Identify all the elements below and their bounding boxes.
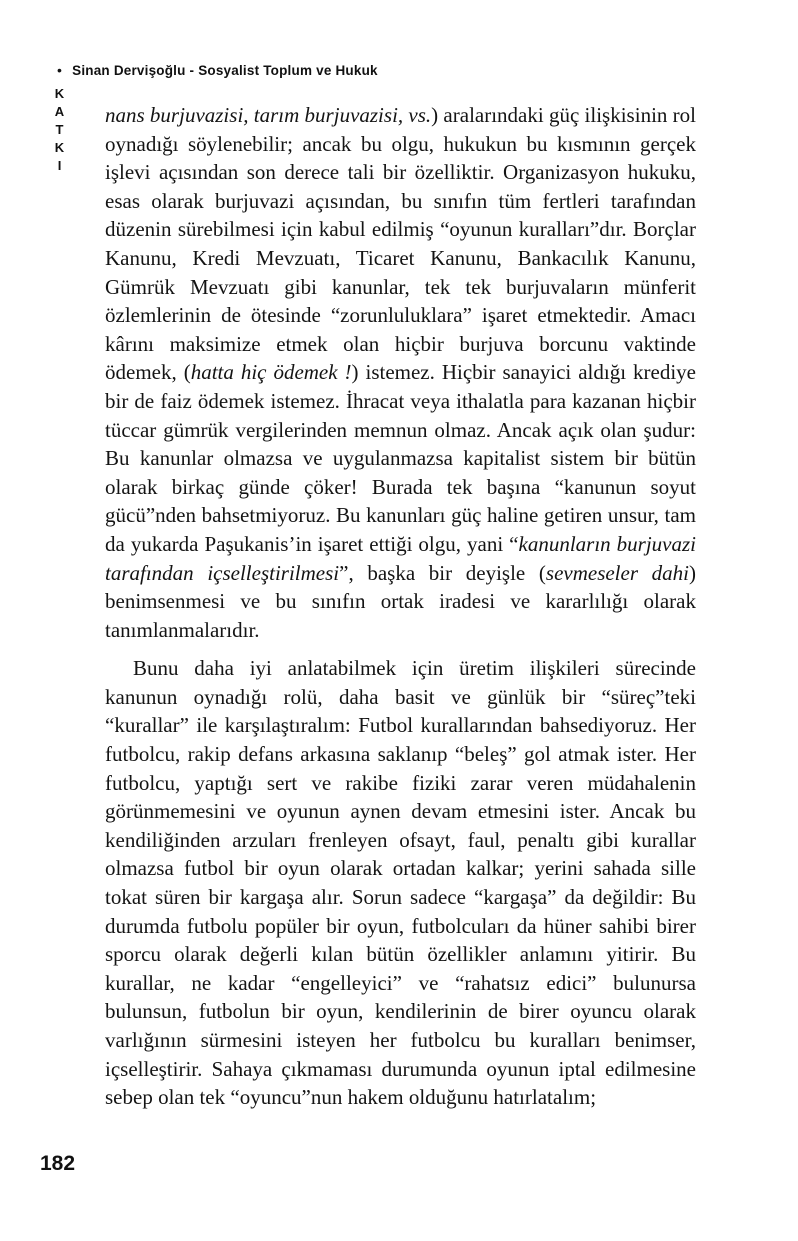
text-segment: ”, başka bir deyişle (: [339, 560, 546, 585]
text-segment: ) benimsenmesi ve bu sınıfın ortak iradesi ve kararlılığı olarak tanımlanmalarıdır.: [105, 560, 696, 642]
header-book-title: Sosyalist Toplum ve Hukuk: [198, 63, 378, 78]
page-header: [57, 62, 378, 78]
page-number: 182: [40, 1152, 76, 1175]
text-segment: Bunu daha iyi anlatabilmek için üretim ilişkileri sürecinde kanunun oynadığı rolü, daha basit ve günlük bir “süreç”teki “kurallar” ile karşılaştıralım: Futbol kurallarından bahsediyoruz. Her futbolcu, rakip defans arkasına saklanıp “beleş” gol atmak ister. Her futbolcu, yaptığı sert ve rakibe fiziki zarar veren müdahalenin görünmemesini ve oyunun aynen devam etmesini ister. Ancak bu kendiliğinden arzuları frenleyen ofsayt, faul, penaltı gibi kurallar olmazsa futbol bir oyun olarak ortadan kalkar; yerini sahada sille tokat süren bir kargaşa alır. Sorun sadece “kargaşa” da değildir: Bu durumda futbolu popüler bir oyun, futbolcuları da hüner sahibi birer sporcu olarak değerli kılan bütün özellikler anlamını yitirir. Bu kurallar, ne kadar “engelleyici” ve “rahatsız edici” bulunursa bulunsun, futbolun bir oyun, kendilerinin de birer oyuncu olarak varlığının sürmesini isteyen her futbolcu bu kuralları benimser, içselleştirir. Sahaya çıkmaması durumunda oyunun iptal edilmesine sebep olan tek “oyuncu”nun hakem olduğunu hatırlatalım;: [105, 656, 696, 1110]
paragraph: [105, 654, 696, 1112]
italic-text-segment: sevmeseler dahi: [545, 560, 689, 585]
side-label-katki: KATKI: [52, 86, 67, 176]
italic-text-segment: nans burjuvazisi, tarım burjuvazisi, vs.: [105, 103, 432, 127]
paragraph: [105, 101, 696, 644]
italic-text-segment: kanunların burjuvazi tarafından içselleştirilmesi: [105, 531, 696, 585]
text-segment: ) aralarındaki güç ilişkisinin rol oynadığı söylenebilir; ancak bu olgu, hukukun bu kısmının gerçek işlevi açısından son derece tali bir özelliktir. Organizasyon hukuku, esas olarak burjuvazi açısından, bu sınıfın tüm fertleri tarafından düzenin sürebilmesi için kabul edilmiş “oyunun kuralları”dır. Borçlar Kanunu, Kredi Mevzuatı, Ticaret Kanunu, Bankacılık Kanunu, Gümrük Mevzuatı gibi kanunlar, tek tek burjuvaların münferit özlemlerinin de ötesinde “zorunluluklara” işaret etmektedir. Amacı kârını maksimize etmek olan hiçbir burjuva borcunu vaktinde ödemek, (: [105, 103, 696, 385]
bullet-icon: •: [57, 62, 63, 78]
italic-text-segment: hatta hiç ödemek !: [190, 360, 352, 385]
header-author: Sinan Dervişoğlu -: [72, 63, 199, 78]
body-paragraphs: [105, 101, 696, 1112]
text-segment: ) istemez. Hiçbir sanayici aldığı krediye bir de faiz ödemek istemez. İhracat veya ithalatla para kazanan hiçbir tüccar gümrük vergilerinden memnun olmaz. Ancak açık olan şudur: Bu kanunlar olmazsa ve uygulanmazsa kapitalist sistem bir bütün olarak birkaç günde çöker! Burada tek başına “kanunun soyut gücü”nden bahsetmiyoruz. Bu kanunları güç haline getiren unsur, tam da yukarda Paşukanis’in işaret ettiği olgu, yani “: [105, 360, 696, 556]
